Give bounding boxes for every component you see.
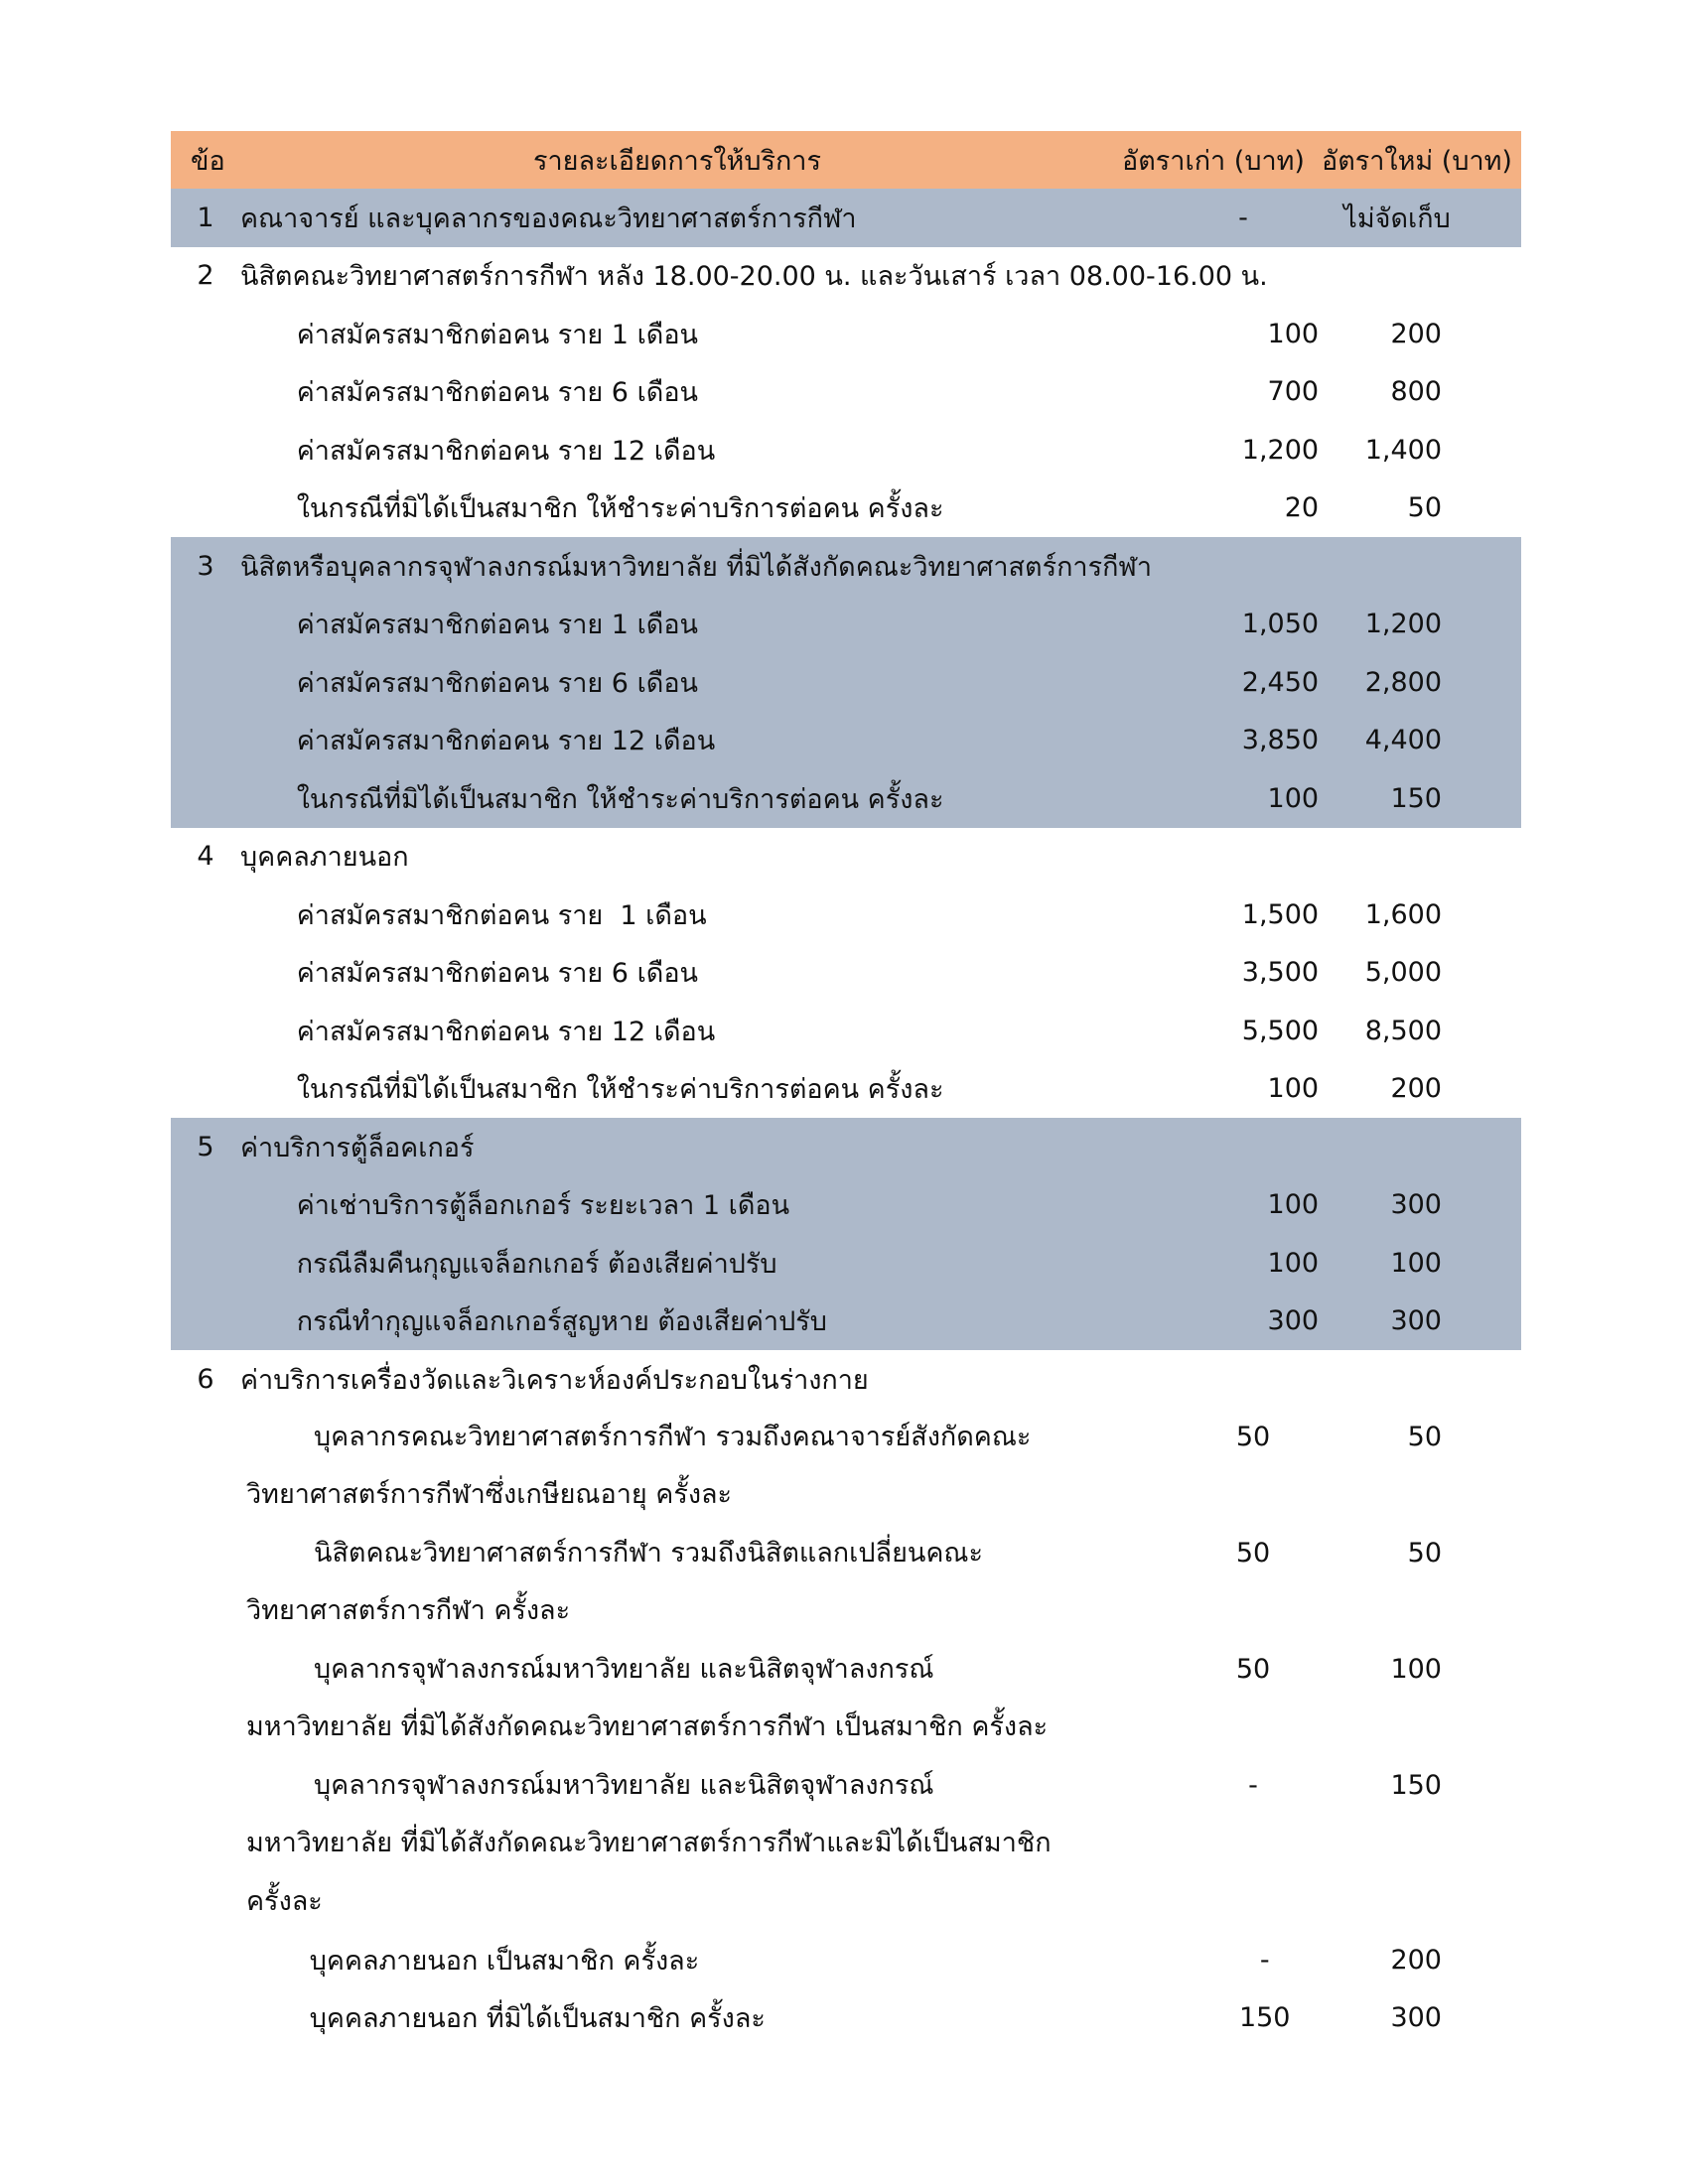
table-row <box>171 1931 1521 1989</box>
section-title: ค่าบริการเครื่องวัดและวิเคราะห์องค์ประกอบในร่างกาย <box>240 1364 869 1396</box>
section-5 <box>171 1118 1521 1350</box>
table-row <box>171 1002 1521 1060</box>
section-title-row <box>171 828 1521 887</box>
item-label: ในกรณีที่มิได้เป็นสมาชิก ให้ชำระค่าบริการต่อคน ครั้งละ <box>296 493 944 525</box>
section-title: คณาจารย์ และบุคลากรของคณะวิทยาศาสตร์การกีฬา <box>240 203 857 234</box>
section-title: นิสิตหรือบุคลากรจุฬาลงกรณ์มหาวิทยาลัย ที่มิได้สังกัดคณะวิทยาศาสตร์การกีฬา <box>240 551 1153 583</box>
old-rate: 50 <box>1235 1421 1271 1452</box>
new-rate: 1,600 <box>1364 898 1442 930</box>
table-row <box>171 1060 1521 1119</box>
item-label: กรณีลืมคืนกุญแจล็อกเกอร์ ต้องเสียค่าปรับ <box>296 1248 777 1280</box>
section-title: ค่าบริการตู้ล็อคเกอร์ <box>240 1132 475 1163</box>
table-row <box>171 1234 1521 1293</box>
item-label: นิสิตคณะวิทยาศาสตร์การกีฬา รวมถึงนิสิตแลกเปลี่ยนคณะวิทยาศาสตร์การกีฬา ครั้งละ <box>246 1537 983 1626</box>
item-label: ในกรณีที่มิได้เป็นสมาชิก ให้ชำระค่าบริการต่อคน ครั้งละ <box>296 1074 944 1106</box>
item-label: ค่าเช่าบริการตู้ล็อกเกอร์ ระยะเวลา 1 เดือน <box>296 1190 790 1222</box>
new-rate: 300 <box>1390 1189 1442 1221</box>
section-title-row <box>171 1118 1521 1176</box>
new-rate: 800 <box>1390 376 1442 408</box>
item-label: ค่าสมัครสมาชิกต่อคน ราย 6 เดือน <box>296 377 699 409</box>
table-header <box>171 131 1521 189</box>
new-rate: 1,400 <box>1364 434 1442 466</box>
new-rate: 100 <box>1390 1653 1442 1685</box>
new-rate: 300 <box>1390 1305 1442 1337</box>
old-rate: 1,050 <box>1241 609 1320 640</box>
item-label: บุคคลภายนอก ที่มิได้เป็นสมาชิก ครั้งละ <box>309 2003 766 2035</box>
new-rate: 5,000 <box>1364 957 1442 989</box>
old-rate: 20 <box>1284 492 1320 524</box>
header-no: ข้อ <box>191 145 225 177</box>
item-label: กรณีทำกุญแจล็อกเกอร์สูญหาย ต้องเสียค่าปรับ <box>296 1306 827 1338</box>
item-label: ในกรณีที่มิได้เป็นสมาชิก ให้ชำระค่าบริการต่อคน ครั้งละ <box>296 783 944 815</box>
section-number: 1 <box>197 202 214 233</box>
table-row <box>171 1757 1521 1932</box>
old-rate: 50 <box>1235 1653 1271 1685</box>
section-6 <box>171 1350 1521 2047</box>
table-row <box>171 1641 1521 1757</box>
item-label: ค่าสมัครสมาชิกต่อคน ราย 6 เดือน <box>296 667 699 699</box>
old-rate: 1,200 <box>1241 434 1320 466</box>
old-rate: 1,500 <box>1241 898 1320 930</box>
new-rate: 200 <box>1390 1073 1442 1105</box>
table-row <box>171 305 1521 363</box>
item-label: ค่าสมัครสมาชิกต่อคน ราย 6 เดือน <box>296 958 699 990</box>
old-rate: 2,450 <box>1241 666 1320 698</box>
new-rate: 100 <box>1390 1247 1442 1279</box>
old-rate: 300 <box>1267 1305 1320 1337</box>
section-number: 6 <box>197 1363 214 1395</box>
item-label: บุคลากรจุฬาลงกรณ์มหาวิทยาลัย และนิสิตจุฬาลงกรณ์มหาวิทยาลัย ที่มิได้สังกัดคณะวิทยาศาสตร์การกีฬาและมิได้เป็นสมาชิก ครั้งละ <box>246 1769 1052 1917</box>
item-label: ค่าสมัครสมาชิกต่อคน ราย 12 เดือน <box>296 435 716 467</box>
section-title-row <box>171 1350 1521 1409</box>
old-rate: 150 <box>1238 2002 1291 2034</box>
table-row <box>171 769 1521 828</box>
new-rate: 150 <box>1390 1769 1442 1801</box>
item-label: บุคลากรคณะวิทยาศาสตร์การกีฬา รวมถึงคณาจารย์สังกัดคณะวิทยาศาสตร์การกีฬาซึ่งเกษียณอายุ ครั้งละ <box>246 1421 1032 1510</box>
section-1 <box>171 189 1521 247</box>
table-row <box>171 1525 1521 1641</box>
table-row <box>171 1293 1521 1351</box>
old-rate: 50 <box>1235 1537 1271 1569</box>
table-row <box>171 596 1521 654</box>
table-row <box>171 1176 1521 1235</box>
new-rate: 4,400 <box>1364 725 1442 756</box>
table-row <box>171 944 1521 1003</box>
item-label: บุคลากรจุฬาลงกรณ์มหาวิทยาลัย และนิสิตจุฬาลงกรณ์มหาวิทยาลัย ที่มิได้สังกัดคณะวิทยาศาสตร์การกีฬา เป็นสมาชิก ครั้งละ <box>246 1653 1049 1742</box>
rate-table <box>171 131 1521 2047</box>
header-detail: รายละเอียดการให้บริการ <box>533 145 821 177</box>
section-title: นิสิตคณะวิทยาศาสตร์การกีฬา หลัง 18.00-20.00 น. และวันเสาร์ เวลา 08.00-16.00 น. <box>240 261 1268 293</box>
old-rate: 3,850 <box>1241 725 1320 756</box>
section-4 <box>171 828 1521 1119</box>
old-rate: 700 <box>1267 376 1320 408</box>
table-row <box>171 363 1521 422</box>
section-3 <box>171 537 1521 828</box>
new-rate: 50 <box>1407 1421 1442 1452</box>
item-label: ค่าสมัครสมาชิกต่อคน ราย 12 เดือน <box>296 726 716 757</box>
table-row <box>171 886 1521 944</box>
table-row <box>171 421 1521 479</box>
section-number: 4 <box>197 841 214 873</box>
old-rate: 100 <box>1267 1247 1320 1279</box>
section-title: บุคคลภายนอก <box>240 842 409 874</box>
old-rate: 100 <box>1267 782 1320 814</box>
item-label: บุคคลภายนอก เป็นสมาชิก ครั้งละ <box>309 1945 700 1977</box>
table-row <box>171 653 1521 712</box>
new-rate: 200 <box>1390 1944 1442 1976</box>
new-rate: 2,800 <box>1364 666 1442 698</box>
old-rate: 100 <box>1267 1073 1320 1105</box>
new-rate: 50 <box>1407 1537 1442 1569</box>
new-rate: 8,500 <box>1364 1015 1442 1046</box>
item-label: ค่าสมัครสมาชิกต่อคน ราย 1 เดือน <box>296 899 707 931</box>
old-rate: 100 <box>1267 318 1320 349</box>
old-rate: - <box>1248 1769 1258 1801</box>
section-number: 2 <box>197 260 214 292</box>
new-rate: 1,200 <box>1364 609 1442 640</box>
old-rate: - <box>1259 1944 1270 1976</box>
table-row <box>171 712 1521 770</box>
table-row <box>171 1989 1521 2048</box>
section-2 <box>171 247 1521 538</box>
new-rate: 200 <box>1390 318 1442 349</box>
section-number: 5 <box>197 1131 214 1162</box>
table-row <box>171 479 1521 538</box>
old-rate: 3,500 <box>1241 957 1320 989</box>
item-label: ค่าสมัครสมาชิกต่อคน ราย 1 เดือน <box>296 319 699 350</box>
new-rate: 150 <box>1390 782 1442 814</box>
header-new-rate: อัตราใหม่ (บาท) <box>1322 145 1512 177</box>
section-number: 3 <box>197 550 214 582</box>
table-row <box>171 1409 1521 1525</box>
old-rate: 100 <box>1267 1189 1320 1221</box>
item-label: ค่าสมัครสมาชิกต่อคน ราย 1 เดือน <box>296 610 699 641</box>
item-label: ค่าสมัครสมาชิกต่อคน ราย 12 เดือน <box>296 1016 716 1047</box>
new-rate: 50 <box>1407 492 1442 524</box>
section-title-row <box>171 247 1521 306</box>
old-rate: - <box>1238 202 1248 233</box>
new-rate: 300 <box>1390 2002 1442 2034</box>
old-rate: 5,500 <box>1241 1015 1320 1046</box>
new-rate: ไม่จัดเก็บ <box>1343 203 1451 234</box>
section-title-row <box>171 537 1521 596</box>
header-old-rate: อัตราเก่า (บาท) <box>1122 145 1305 177</box>
